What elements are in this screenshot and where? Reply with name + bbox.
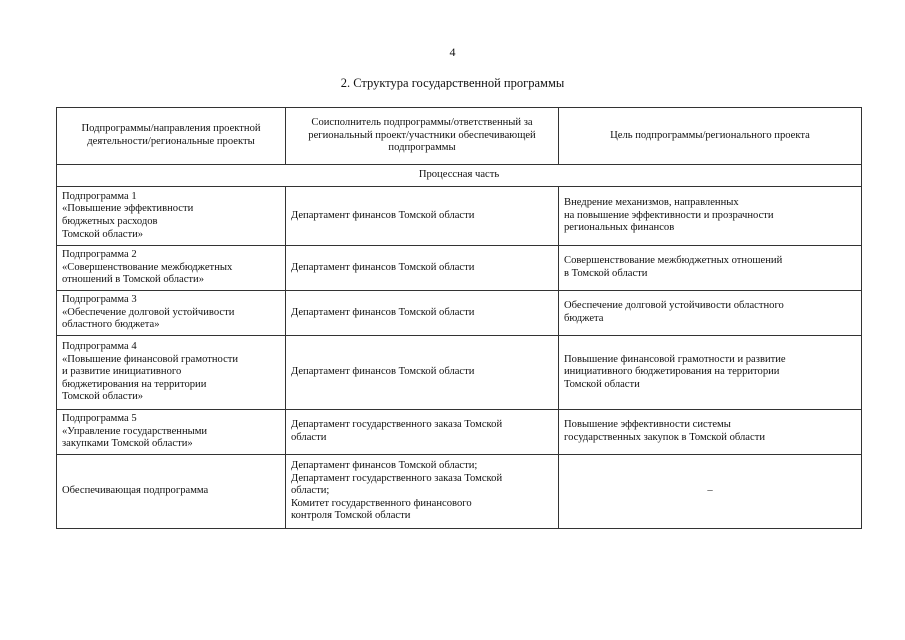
goal-cell [559,410,862,455]
cell-line: бюджетирования на территории [62,378,207,390]
cell-line: Совершенствование межбюджетных отношений [564,255,783,267]
cell-line: в Томской области [564,268,648,279]
cell-line: Подпрограмма 2 [62,249,137,261]
table-row [57,455,862,529]
cell-line: Подпрограмма 3 [62,294,137,306]
cell-line: «Повышение финансовой грамотности [62,353,239,365]
executor-cell [286,410,559,455]
table-row [57,187,862,246]
subprogram-name-cell [57,291,286,336]
cell-line: Департамент государственного заказа Томской [291,419,503,431]
goal-cell [559,187,862,246]
cell-line: «Совершенствование межбюджетных [62,261,233,273]
table-row [57,246,862,291]
section-row [57,165,862,187]
cell-line: области [291,432,327,443]
executor-cell [286,455,559,529]
cell-line: Томской области» [62,228,144,240]
goal-cell [559,455,862,529]
executor-cell [286,336,559,410]
subprogram-name-cell [57,187,286,246]
cell-line: Внедрение механизмов, направленных [564,197,739,209]
cell-line: «Повышение эффективности [62,203,194,215]
table-row [57,291,862,336]
cell-line: области; [291,485,330,497]
subprogram-name-cell [57,336,286,410]
cell-line: областного бюджета» [62,319,160,331]
executor-cell [286,187,559,246]
cell-line: бюджетных расходов [62,216,158,227]
cell-line: Томской области» [62,391,144,403]
cell-line: закупками Томской области» [62,438,193,450]
section-label: Процессная часть [57,165,862,187]
cell-line: региональных финансов [564,222,675,234]
program-structure-table [56,107,862,529]
page-number: 4 [449,45,456,59]
cell-line: контроля Томской области [291,510,411,522]
cell-line: на повышение эффективности и прозрачности [564,209,774,221]
cell-line: – [707,485,713,497]
table-header-row [57,108,862,165]
cell-line: «Управление государственными [62,425,208,437]
cell-line: Департамент финансов Томской области [291,306,475,318]
cell-line: Повышение финансовой грамотности и развитие [564,353,786,365]
subprogram-name-cell [57,246,286,291]
cell-line: Подпрограмма 5 [62,413,137,425]
subprogram-name-cell [57,455,286,529]
table-row [57,410,862,455]
header-subprograms: Подпрограммы/направления проектной деятельности/региональные проекты [57,108,286,165]
header-goal: Цель подпрограммы/регионального проекта [559,108,862,165]
cell-line: Обеспечивающая подпрограмма [62,485,209,497]
cell-line: Департамент финансов Томской области; [291,460,478,472]
executor-cell [286,246,559,291]
cell-line: Повышение эффективности системы [564,419,731,431]
goal-cell [559,291,862,336]
cell-line: «Обеспечение долговой устойчивости [62,306,235,318]
executor-cell [286,291,559,336]
cell-line: Томской области [564,378,640,390]
cell-line: бюджета [564,313,604,324]
cell-line: государственных закупок в Томской области [564,432,766,443]
cell-line: Департамент финансов Томской области [291,261,475,273]
cell-line: Комитет государственного финансового [291,497,472,509]
goal-cell [559,336,862,410]
cell-line: Департамент финансов Томской области [291,209,475,221]
cell-line: Подпрограмма 4 [62,341,137,353]
subprogram-name-cell [57,410,286,455]
goal-cell [559,246,862,291]
cell-line: отношений в Томской области» [62,274,205,286]
cell-line: Обеспечение долговой устойчивости областного [564,300,784,312]
section-title: 2. Структура государственной программы [340,76,565,90]
cell-line: и развитие инициативного [62,366,182,378]
cell-line: Департамент финансов Томской области [291,366,475,378]
cell-line: инициативного бюджетирования на территории [564,366,780,378]
cell-line: Департамент государственного заказа Томской [291,472,503,484]
header-executor: Соисполнитель подпрограммы/ответственный за региональный проект/участники обеспечивающей подпрограммы [286,108,559,165]
table-row [57,336,862,410]
cell-line: Подпрограмма 1 [62,190,137,202]
